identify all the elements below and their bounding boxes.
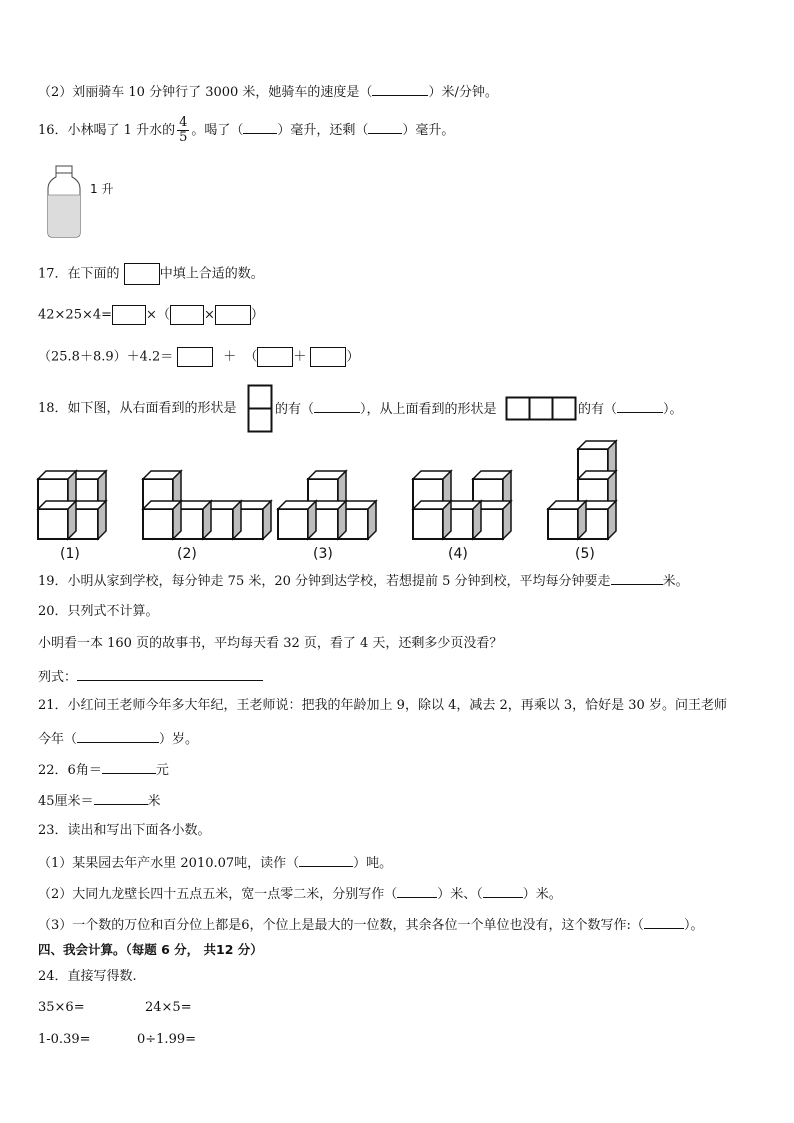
figure-label-3: (3) [313,546,333,562]
q23-item1-pre: （1）某果园去年产水里 2010.07吨，读作（ [38,856,300,871]
q16-fraction [177,116,189,145]
q17-line2 [38,347,359,367]
q20-formula-label: 列式： [38,670,78,685]
q16-text-mid1: 。喝了（ [191,123,244,138]
q22-blank-2[interactable] [94,791,148,805]
cube-figure-3 [278,471,376,539]
q17-line1-pre: 42×25×4= [38,307,113,323]
q16-line [38,116,454,146]
q17-line2-plus2: ＋ [293,349,307,365]
q18-text-mid2: ），从上面看到的形状是 [360,402,497,417]
q18-right-view-shape [247,384,273,433]
q22-line1-pre: 22．6角＝ [38,763,102,778]
q17-line2-plus: ＋ [223,349,237,365]
q18-text-mid3: 的有（ [578,402,618,417]
q17-line2-pre: （25.8＋8.9）＋4.2＝ [38,349,174,365]
q18-line [38,399,237,419]
q17-line1 [38,305,264,325]
q24-item-a: 35×6= [38,1000,85,1015]
q17-line1-times: ×（ [146,307,170,323]
q23-item3-post: ）。 [683,918,704,933]
q20-formula-line [38,667,263,687]
cube-figure-2 [143,471,271,539]
q24-item-b: 24×5= [145,1000,192,1015]
q20-body: 小明看一本 160 页的故事书，平均每天看 32 页，看了 4 天，还剩多少页没看？ [38,636,503,651]
bottle-label: 1 升 [90,182,114,196]
q20-formula-blank[interactable] [77,667,263,681]
q23-item3-blank[interactable] [644,915,684,929]
q16-text-post: ）毫升。 [402,123,455,138]
q22-line2 [38,791,161,811]
q23-item2-pre: （2）大同九龙壁长四十五点五米，宽一点零二米，分别写作（ [38,887,398,902]
q18-blank-right[interactable] [314,399,360,413]
q18-text-mid: 的有（ [275,402,315,417]
q16-blank-drank[interactable] [243,120,277,134]
cube-figure-1 [38,471,106,539]
q22-blank-1[interactable] [102,760,156,774]
q17-line1-times2: × [203,307,215,323]
q17-line1-box2[interactable] [170,305,204,325]
q16-blank-left[interactable] [368,120,402,134]
q19-text-post: 米。 [662,574,689,589]
q23-item3-pre: （3）一个数的万位和百分位上都是6，个位上是最大的一位数，其余各位一个单位也没有，这个数写作:（ [38,918,644,933]
q23-item1-post: ）吨。 [353,856,393,871]
q17-intro-post: 中填上合适的数。 [159,266,264,282]
q18-blank-top[interactable] [617,399,663,413]
q15-2-text-pre: （2）刘丽骑车 10 分钟行了 3000 米，她骑车的速度是（ [38,85,373,100]
q17-intro-pre: 17．在下面的 [38,266,120,282]
q16-numerator: 4 [179,115,188,130]
q24-title: 24．直接写得数. [38,969,137,984]
q17-line2-box3[interactable] [310,347,346,367]
q18-top-view-shape [505,396,577,421]
cube-figure-5 [548,441,616,539]
figure-label-5: (5) [575,546,595,562]
q16-denominator: 5 [179,130,188,145]
q17-intro [38,263,264,285]
q18-text-pre: 18．如下图，从右面看到的形状是 [38,401,237,416]
q15-2-blank[interactable] [372,82,428,96]
q23-item2-blank-1[interactable] [397,884,437,898]
q24-item-c: 1-0.39= [38,1032,91,1047]
q18-line-part2 [275,399,497,420]
q23-item2-mid: ）米、（ [437,887,483,902]
q16-text-mid2: ）毫升，还剩（ [277,123,369,138]
q22-line1 [38,760,169,780]
q21-blank[interactable] [77,729,159,743]
figure-label-2: (2) [177,546,197,562]
q18-text-post: ）。 [663,402,683,417]
q18-line-part3 [578,399,683,420]
q19-text: 19．小明从家到学校，每分钟走 75 米，20 分钟到达学校，若想提前 5 分钟到校，平均每分钟要走 [38,574,611,589]
q23-item3 [38,915,703,935]
q23-title: 23．读出和写出下面各小数。 [38,823,211,838]
q21-line2-post: ）岁。 [159,732,199,747]
q17-line2-box1[interactable] [177,347,213,367]
q22-line2-pre: 45厘米＝ [38,794,94,809]
q24-item-d: 0÷1.99= [137,1032,197,1047]
q17-line1-box3[interactable] [215,305,251,325]
q17-sample-box [124,263,160,285]
q15-2-line [38,82,498,102]
q17-line2-open: （ [244,349,258,365]
q17-line2-close: ） [346,349,360,365]
q22-line2-post: 米 [147,794,161,809]
cube-figure-4 [413,471,511,539]
q15-2-text-post: ）米/分钟。 [428,85,498,100]
q19-line [38,571,689,591]
q17-line1-box1[interactable] [112,305,146,325]
q17-line2-box2[interactable] [257,347,293,367]
q21-line2 [38,729,198,749]
q17-line1-close: ） [250,307,264,323]
q23-item2 [38,884,562,904]
figure-label-4: (4) [448,546,468,562]
q19-blank[interactable] [611,571,663,585]
figure-label-1: (1) [60,546,80,562]
q23-item2-post: ）米。 [522,887,562,902]
q22-line1-post: 元 [155,763,169,778]
section-4-title: 四、我会计算。（每题 6 分， 共12 分） [38,942,263,957]
q23-item1 [38,853,392,873]
q23-item2-blank-2[interactable] [483,884,523,898]
q23-item1-blank[interactable] [299,853,353,867]
q21-line2-pre: 今年（ [38,732,78,747]
q16-text-pre: 16．小林喝了 1 升水的 [38,123,176,138]
q21-line1: 21．小红问王老师今年多大年纪，王老师说：把我的年龄加上 9，除以 4，减去 2，再乘以 3，恰好是 30 岁。问王老师 [38,698,727,713]
q20-title: 20．只列式不计算。 [38,604,159,619]
water-bottle-image [44,165,84,239]
